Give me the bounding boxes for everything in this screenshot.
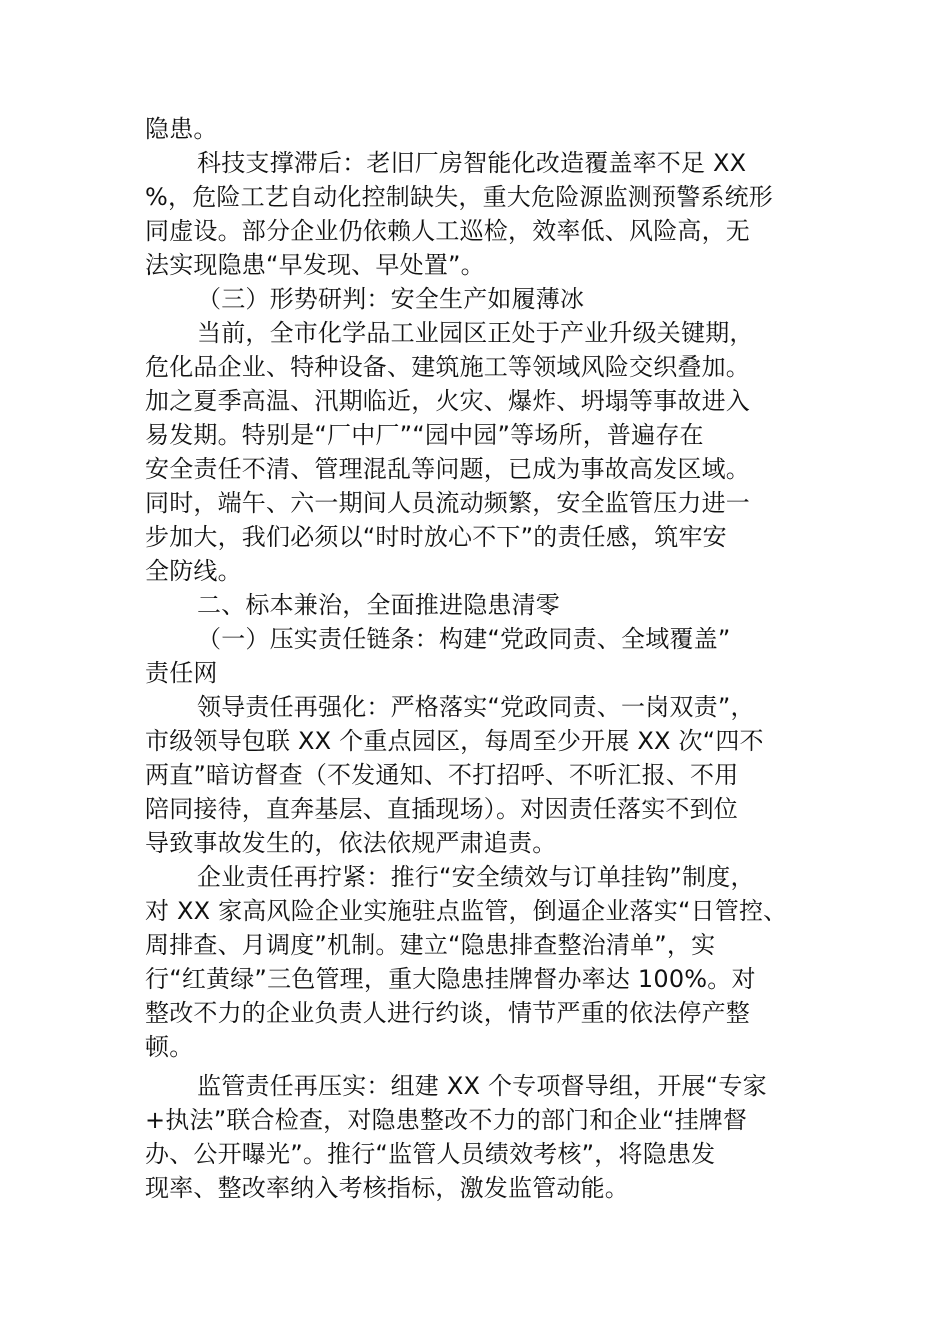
document-body [145,112,811,1205]
paragraph-line: 顿。 [145,1033,194,1061]
paragraph-line: 周排查、月调度”机制。建立“隐患排查整治清单”，实 [145,931,716,959]
paragraph-line: 两直”暗访督查（不发通知、不打招呼、不听汇报、不用 [145,761,739,789]
paragraph-line: 整改不力的企业负责人进行约谈，情节严重的依法停产整 [145,999,750,1027]
paragraph-line: 现率、整改率纳入考核指标，激发监管动能。 [145,1174,629,1202]
paragraph-line: 对 XX 家高风险企业实施驻点监管，倒逼企业落实“日管控、 [145,897,788,925]
paragraph-line: 科技支撑滞后：老旧厂房智能化改造覆盖率不足 XX [197,149,747,177]
paragraph-line: 企业责任再拧紧：推行“安全绩效与订单挂钩”制度， [197,863,755,891]
section-heading: 二、标本兼治，全面推进隐患清零 [197,591,560,619]
paragraph-line: 同时，端午、六一期间人员流动频繁，安全监管压力进一 [145,489,750,517]
paragraph-line: 危化品企业、特种设备、建筑施工等领域风险交织叠加。 [145,353,750,381]
paragraph-line: %，危险工艺自动化控制缺失，重大危险源监测预警系统形 [145,183,774,211]
paragraph-line: 行“红黄绿”三色管理，重大隐患挂牌督办率达 100%。对 [145,965,756,993]
paragraph-line: 当前，全市化学品工业园区正处于产业升级关键期， [197,319,754,347]
paragraph-line: 易发期。特别是“厂中厂”“园中园”等场所，普遍存在 [145,421,704,449]
section-heading: （三）形势研判：安全生产如履薄冰 [197,285,585,313]
section-heading-continued: 责任网 [145,659,218,687]
paragraph-line: 加之夏季高温、汛期临近，火灾、爆炸、坍塌等事故进入 [145,387,750,415]
paragraph-line: +执法”联合检查，对隐患整改不力的部门和企业“挂牌督 [145,1106,748,1134]
paragraph-line: 步加大，我们必须以“时时放心不下”的责任感，筑牢安 [145,523,727,551]
paragraph-line: 办、公开曝光”。推行“监管人员绩效考核”，将隐患发 [145,1140,716,1168]
paragraph-line: 陪同接待，直奔基层、直插现场）。对因责任落实不到位 [145,795,738,823]
paragraph-line: 导致事故发生的，依法依规严肃追责。 [145,829,557,857]
paragraph-line: 全防线。 [145,557,242,585]
section-heading: （一）压实责任链条：构建“党政同责、全域覆盖” [197,625,731,653]
paragraph-line: 安全责任不清、管理混乱等问题，已成为事故高发区域。 [145,455,750,483]
paragraph-line: 同虚设。部分企业仍依赖人工巡检，效率低、风险高，无 [145,217,750,245]
paragraph-line: 隐患。 [145,115,218,143]
paragraph-line: 市级领导包联 XX 个重点园区，每周至少开展 XX 次“四不 [145,727,764,755]
paragraph-line: 法实现隐患“早发现、早处置”。 [145,251,485,279]
paragraph-line: 监管责任再压实：组建 XX 个专项督导组，开展“专家 [197,1072,767,1100]
paragraph-line: 领导责任再强化：严格落实“党政同责、一岗双责”， [197,693,755,721]
